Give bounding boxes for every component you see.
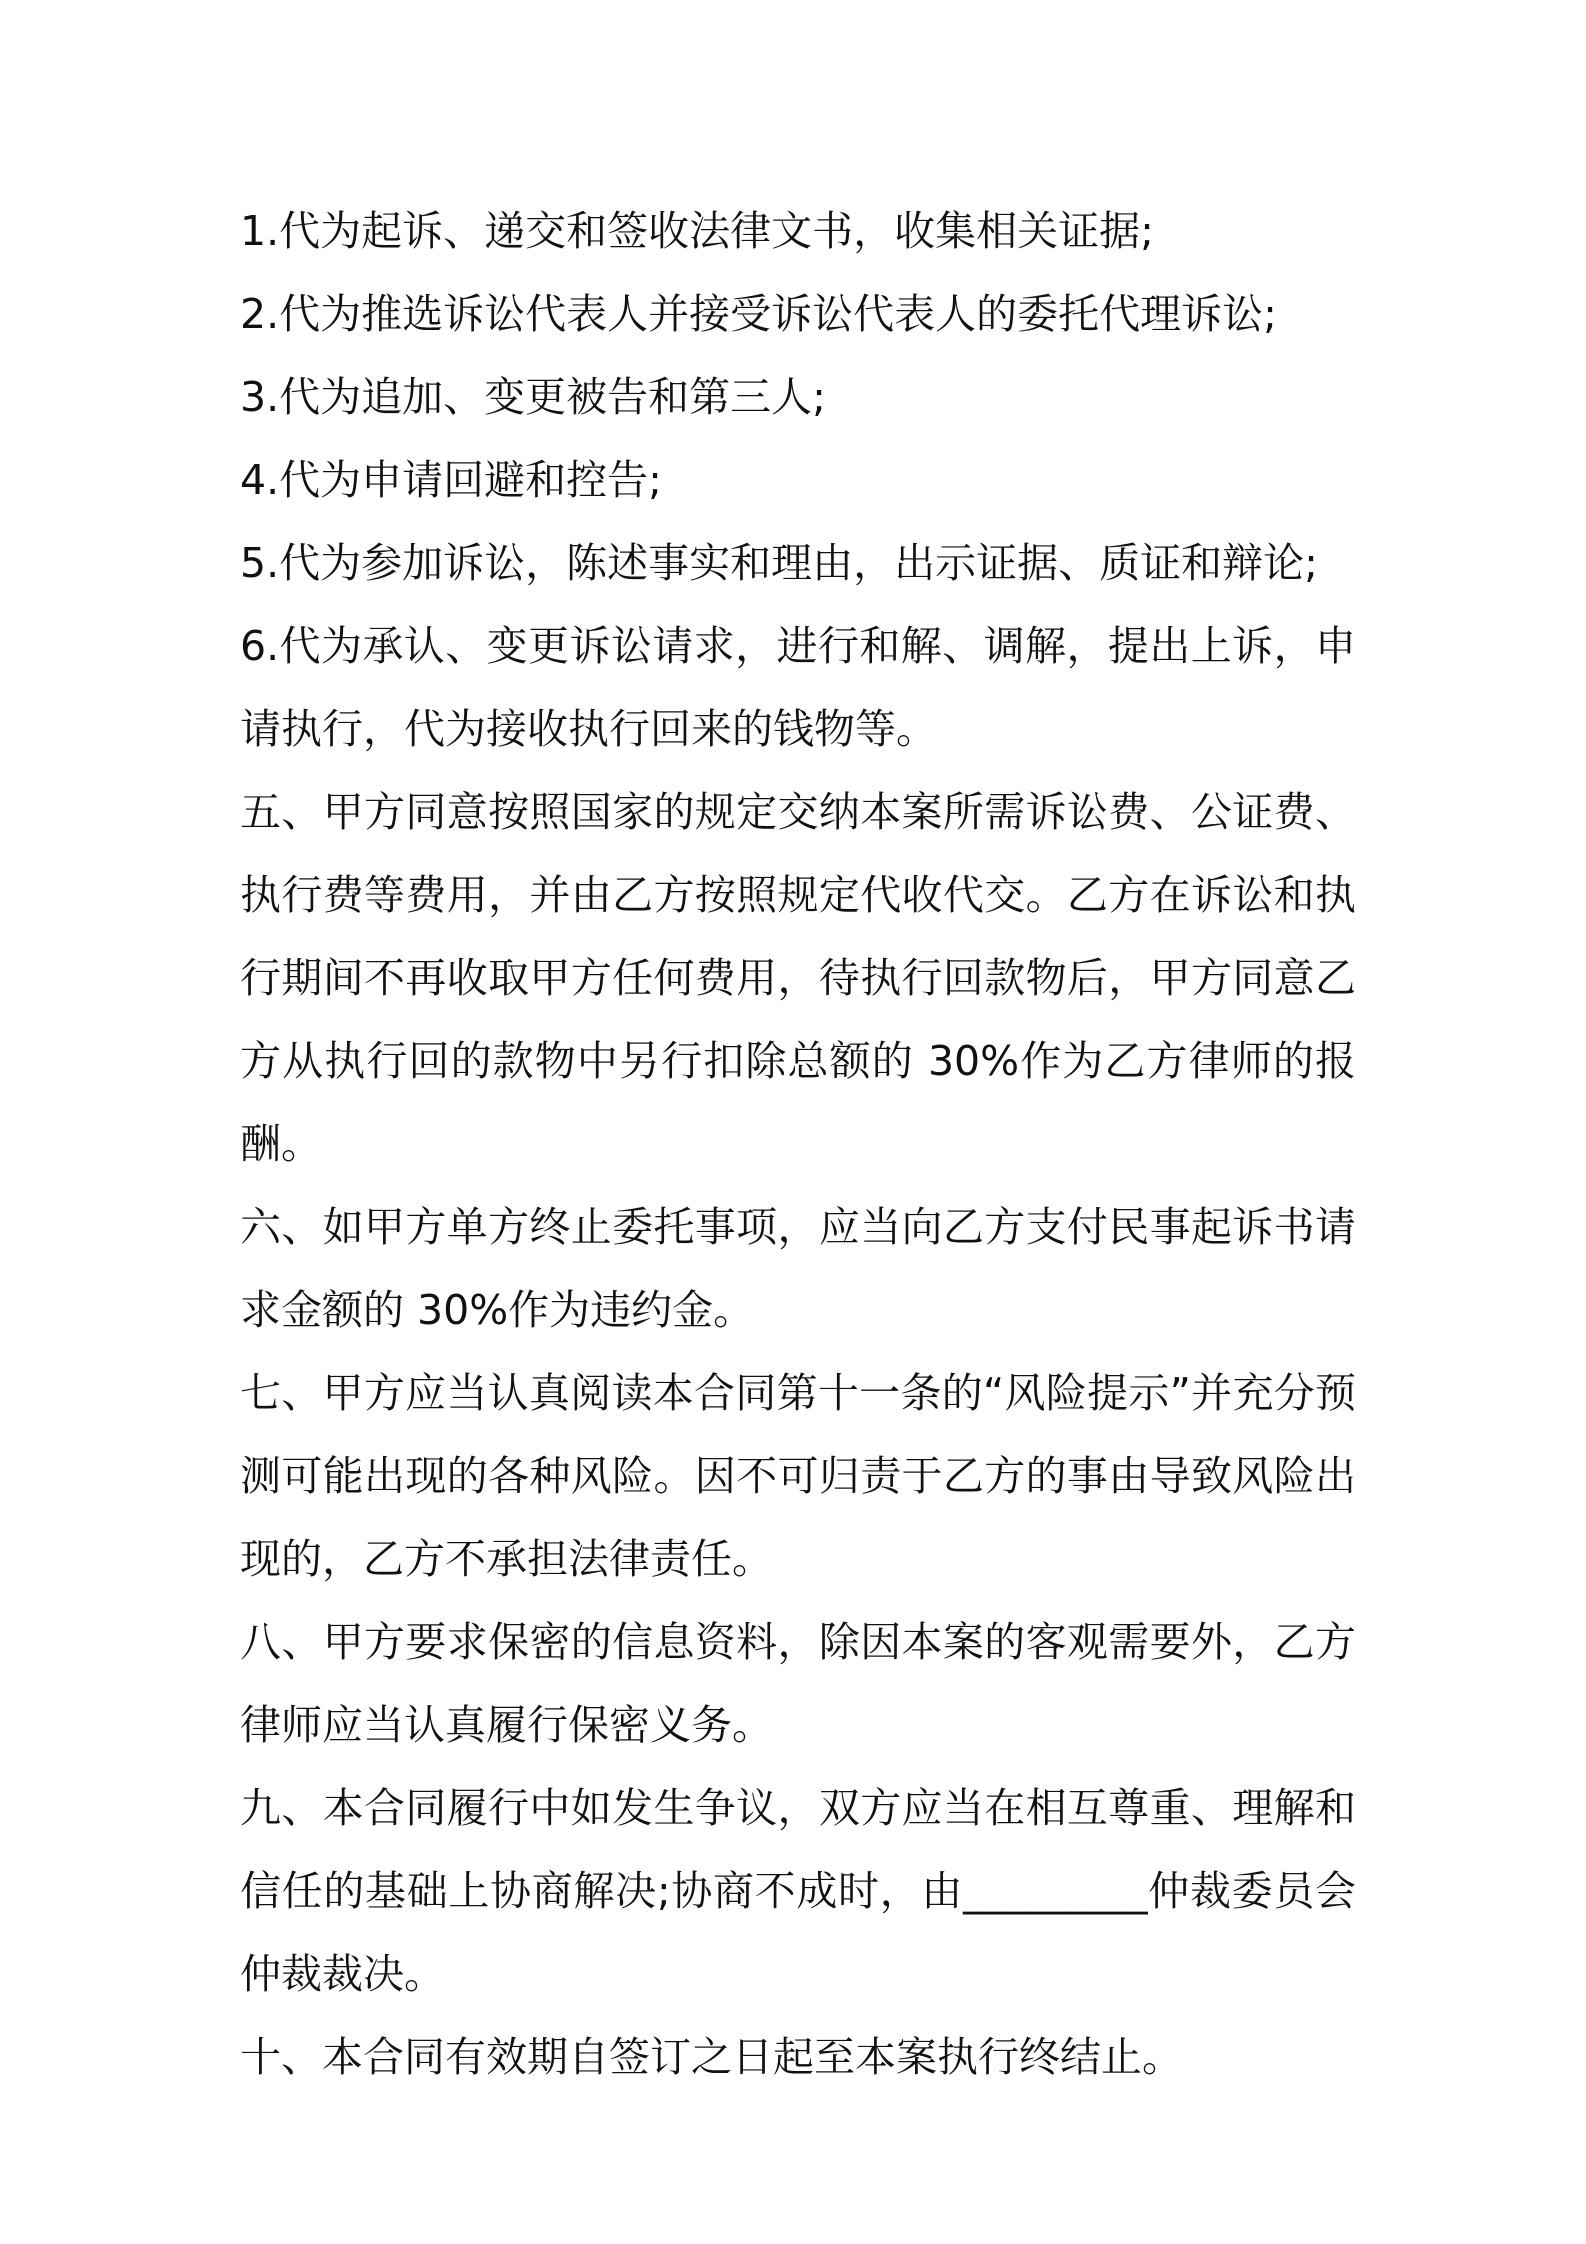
- article-5-fees: 五、甲方同意按照国家的规定交纳本案所需诉讼费、公证费、执行费等费用，并由乙方按照规定代收代交。乙方在诉讼和执行期间不再收取甲方任何费用，待执行回款物后，甲方同意乙方从执行回的款物中另行扣除总额的 30%作为乙方律师的报酬。: [240, 788, 1356, 1168]
- document-body: [240, 190, 1356, 2099]
- article-9-dispute: 九、本合同履行中如发生争议，双方应当在相互尊重、理解和信任的基础上协商解决;协商不成时，由_________仲裁委员会仲裁裁决。: [240, 1784, 1356, 1998]
- clause-item-4: 4.代为申请回避和控告;: [240, 456, 662, 504]
- clause-item-2: 2.代为推选诉讼代表人并接受诉讼代表人的委托代理诉讼;: [240, 290, 1277, 338]
- clause-item-6: 6.代为承认、变更诉讼请求，进行和解、调解，提出上诉，申请执行，代为接收执行回来的钱物等。: [240, 622, 1356, 753]
- article-8-confidentiality: 八、甲方要求保密的信息资料，除因本案的客观需要外，乙方律师应当认真履行保密义务。: [240, 1618, 1356, 1749]
- clause-item-3: 3.代为追加、变更被告和第三人;: [240, 373, 826, 421]
- clause-item-1: 1.代为起诉、递交和签收法律文书，收集相关证据;: [240, 207, 1154, 255]
- article-10-validity: 十、本合同有效期自签订之日起至本案执行终结止。: [240, 2033, 1183, 2081]
- clause-item-5: 5.代为参加诉讼，陈述事实和理由，出示证据、质证和辩论;: [240, 539, 1318, 587]
- article-6-termination: 六、如甲方单方终止委托事项，应当向乙方支付民事起诉书请求金额的 30%作为违约金。: [240, 1203, 1356, 1334]
- article-7-risk: 七、甲方应当认真阅读本合同第十一条的“风险提示”并充分预测可能出现的各种风险。因不可归责于乙方的事由导致风险出现的，乙方不承担法律责任。: [240, 1369, 1356, 1583]
